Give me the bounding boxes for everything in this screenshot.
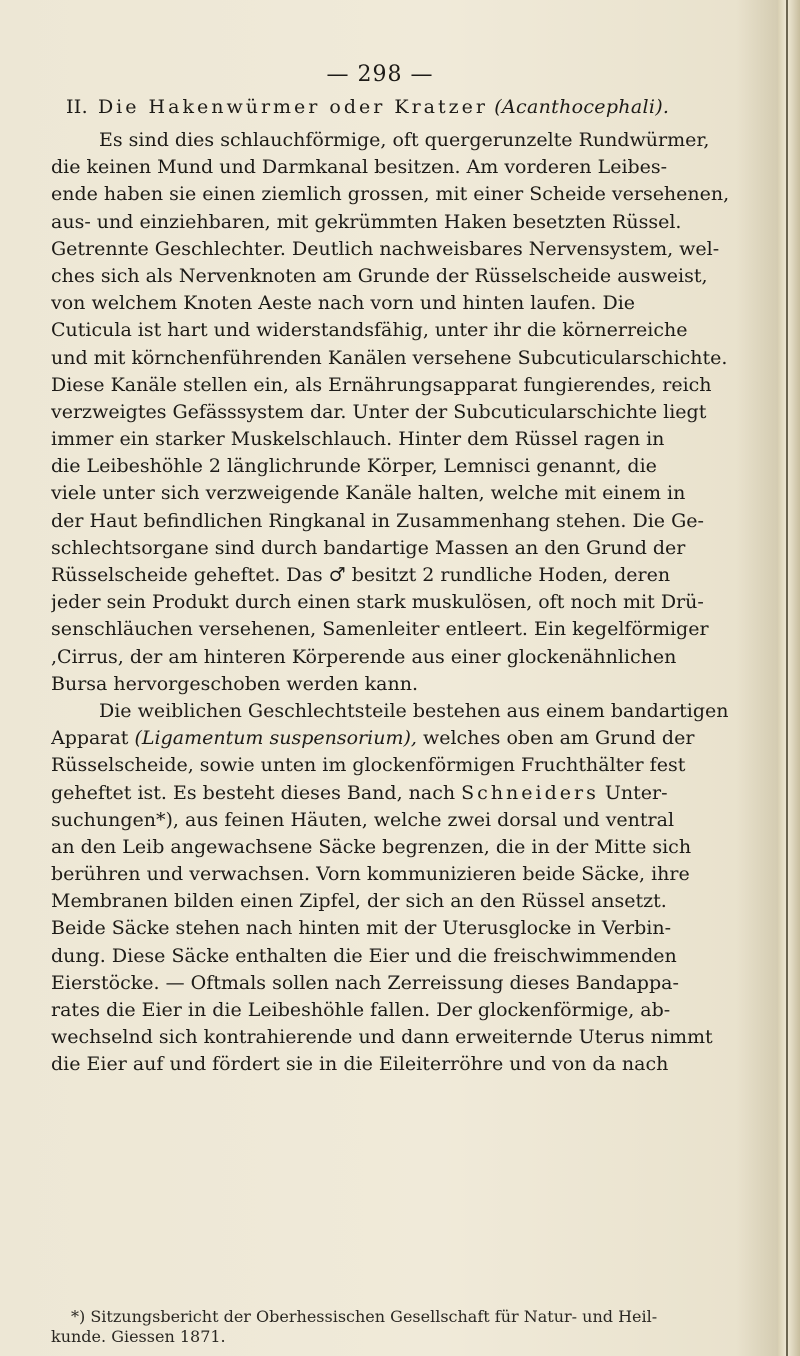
text-line: Es sind dies schlauchförmige, oft quergerunzelte Rundwürmer, — [99, 129, 710, 151]
footnote-line: kunde. Giessen 1871. — [51, 1327, 226, 1346]
text-span: geheftet ist. Es besteht dieses Band, nach — [51, 781, 462, 804]
text-span: Apparat — [51, 727, 135, 750]
text-line: Cuticula ist hart und widerstandsfähig, unter ihr die körnerreiche — [51, 319, 688, 342]
text-line: die Leibeshöhle 2 länglichrunde Körper, Lemnisci genannt, die — [51, 455, 657, 478]
section-heading — [66, 96, 766, 118]
text-line: immer ein starker Muskelschlauch. Hinter dem Rüssel ragen in — [51, 428, 665, 451]
text-line: Getrennte Geschlechter. Deutlich nachweisbares Nervensystem, wel- — [51, 237, 720, 260]
text-span: Unter- — [598, 781, 668, 804]
text-line: Bursa hervorgeschoben werden kann. — [51, 672, 419, 695]
text-line: schlechtsorgane sind durch bandartige Massen an den Grund der — [51, 536, 686, 559]
text-line: wechselnd sich kontrahierende und dann erweiternde Uterus nimmt — [51, 1026, 713, 1049]
text-line: viele unter sich verzweigende Kanäle halten, welche mit einem in — [51, 482, 686, 505]
text-line: Eierstöcke. — Oftmals sollen nach Zerreissung dieses Bandappa- — [51, 971, 679, 994]
text-line — [51, 725, 789, 752]
text-line: die keinen Mund und Darmkanal besitzen. Am vorderen Leibes- — [51, 156, 668, 179]
text-line: Die weiblichen Geschlechtsteile bestehen aus einem bandartigen — [99, 699, 729, 722]
text-line — [51, 780, 789, 807]
text-line: an den Leib angewachsene Säcke begrenzen, die in der Mitte sich — [51, 835, 692, 858]
text-line: Membranen bilden einen Zipfel, der sich an den Rüssel ansetzt. — [51, 890, 667, 913]
text-line: dung. Diese Säcke enthalten die Eier und die freischwimmenden — [51, 944, 677, 967]
text-line: ,Cirrus, der am hinteren Körperende aus einer glockenähnlichen — [51, 645, 677, 668]
text-line: Beide Säcke stehen nach hinten mit der Uterusglocke in Verbin- — [51, 917, 672, 940]
text-line: ches sich als Nervenknoten am Grunde der Rüsselscheide ausweist, — [51, 264, 708, 287]
text-line: von welchem Knoten Aeste nach vorn und hinten laufen. Die — [51, 292, 636, 315]
text-line: die Eier auf und fördert sie in die Eileiterröhre und von da nach — [51, 1053, 669, 1076]
text-line: und mit körnchenführenden Kanälen versehene Subcuticularschichte. — [51, 346, 728, 369]
text-line: rates die Eier in die Leibeshöhle fallen. Der glockenförmige, ab- — [51, 999, 671, 1021]
text-line: Rüsselscheide geheftet. Das ♂ besitzt 2 rundliche Hoden, deren — [51, 564, 671, 586]
footnote-line: *) Sitzungsbericht der Oberhessischen Gesellschaft für Natur- und Heil- — [71, 1307, 658, 1326]
text-line: jeder sein Produkt durch einen stark muskulösen, oft noch mit Drü- — [51, 591, 704, 614]
author-name: Schneiders — [461, 781, 599, 804]
text-span: welches oben am Grund der — [416, 727, 695, 750]
text-line: senschläuchen versehenen, Samenleiter entleert. Ein kegelförmiger — [51, 618, 709, 641]
section-number: II. — [66, 96, 88, 118]
footnote — [51, 1307, 791, 1347]
page-number: — 298 — — [326, 62, 434, 87]
text-line: verzweigtes Gefässsystem dar. Unter der Subcuticularschichte liegt — [51, 400, 707, 423]
section-latin-name: (Acanthocephali). — [494, 96, 670, 118]
section-title: Die Hakenwürmer oder Kratzer — [97, 96, 488, 118]
body-text — [51, 127, 789, 1079]
latin-term: (Ligamentum suspensorium), — [134, 727, 417, 750]
text-line: aus- und einziehbaren, mit gekrümmten Haken besetzten Rüssel. — [51, 210, 682, 233]
text-line: der Haut befindlichen Ringkanal in Zusammenhang stehen. Die Ge- — [51, 509, 704, 532]
text-line: berühren und verwachsen. Vorn kommunizieren beide Säcke, ihre — [51, 863, 690, 886]
text-line: suchungen*), aus feinen Häuten, welche zwei dorsal und ventral — [51, 808, 675, 831]
text-line: Diese Kanäle stellen ein, als Ernährungsapparat fungierendes, reich — [51, 373, 712, 396]
text-line: ende haben sie einen ziemlich grossen, mit einer Scheide versehenen, — [51, 183, 730, 206]
text-line: Rüsselscheide, sowie unten im glockenförmigen Fruchthälter fest — [51, 754, 686, 777]
